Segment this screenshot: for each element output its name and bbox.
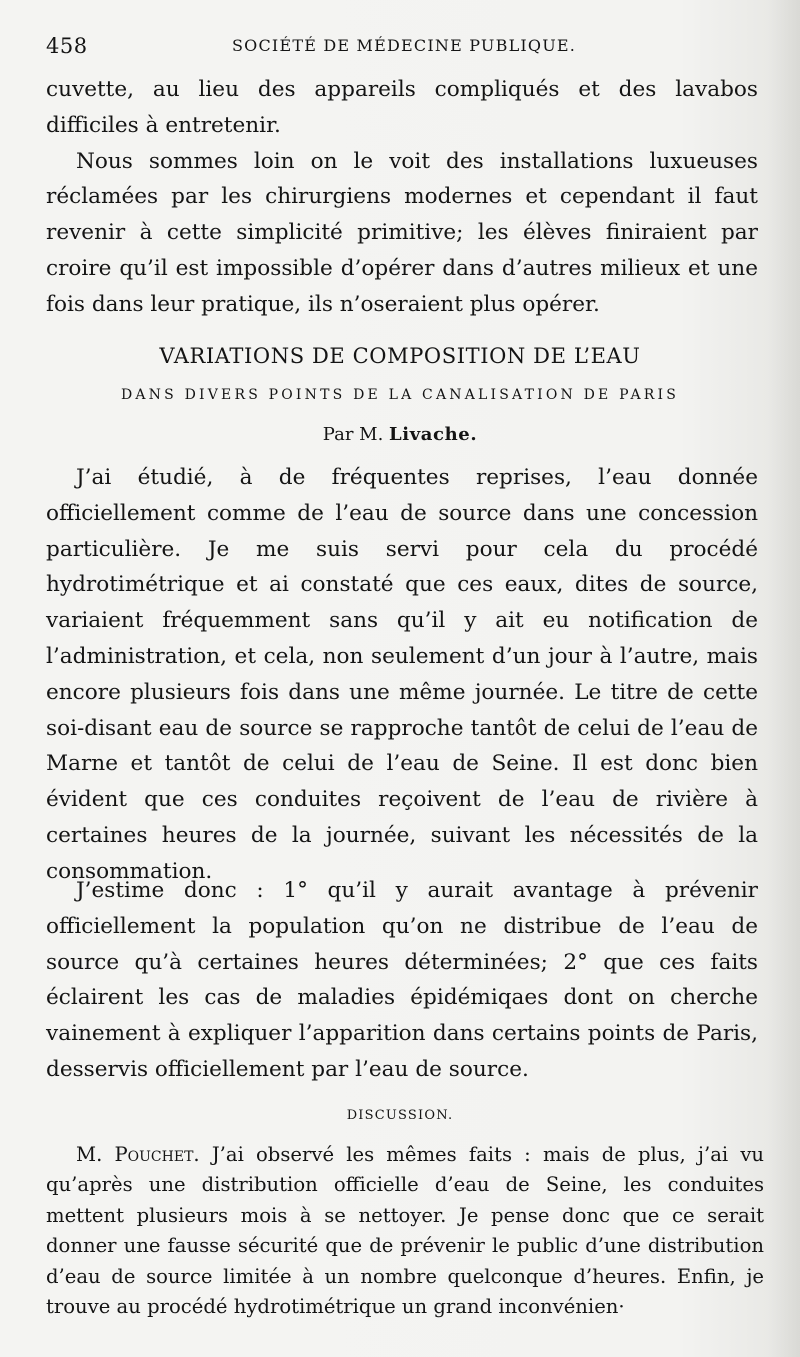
discussion-heading: DISCUSSION.	[346, 1108, 454, 1123]
page-number: 458	[46, 34, 88, 58]
byline-prefix: Par M.	[322, 424, 384, 445]
article-body-continued	[46, 873, 758, 1088]
speaker-name: M. Pouchet.	[76, 1143, 200, 1166]
intro-text	[46, 72, 758, 323]
intro-paragraph: cuvette, au lieu des appareils compliqués et des lavabos difficiles à entretenir.	[46, 77, 758, 138]
discussion-text	[46, 1140, 764, 1322]
author-name: Livache.	[389, 424, 478, 445]
article-subtitle: DANS DIVERS POINTS DE LA CANALISATION DE PARIS	[120, 387, 680, 403]
discussion-statement: J’ai observé les mêmes faits : mais de plus, j’ai vu qu’après une distribution officielle d’eau de Seine, les conduites mettent plusieurs mois à se nettoyer. Je pense donc que ce serait donner une fausse sécurité que de prévenir le public d’une distribution d’eau de source limitée à un nombre quelconque d’heures. Enfin, je trouve au procédé hydrotimétrique un grand inconvénien·	[46, 1143, 765, 1319]
article-body	[46, 460, 758, 890]
page-header	[46, 34, 740, 64]
running-head: SOCIÉTÉ DE MÉDECINE PUBLIQUE.	[232, 36, 577, 55]
article-title: VARIATIONS DE COMPOSITION DE L’EAU	[159, 344, 641, 368]
article-paragraph: J’ai étudié, à de fréquentes reprises, l’eau donnée officiellement comme de l’eau de source dans une concession particulière. Je me suis servi pour cela du procédé hydrotimétrique et ai constaté que ces eaux, dites de source, variaient fréquemment sans qu’il y ait eu notification de l’administration, et cela, non seulement d’un jour à l’autre, mais encore plusieurs fois dans une même journée. Le titre de cette soi-disant eau de source se rapproche tantôt de celui de l’eau de Marne et tantôt de celui de l’eau de Seine. Il est donc bien évident que ces conduites reçoivent de l’eau de rivière à certaines heures de la journée, suivant les nécessités de la consommation.	[46, 465, 758, 884]
article-paragraph: J’estime donc : 1° qu’il y aurait avantage à prévenir officiellement la population qu’on ne distribue de l’eau de source qu’à certaines heures déterminées; 2° que ces faits éclairent les cas de maladies épidémiqaes dont on cherche vainement à expliquer l’apparition dans certains points de Paris, desservis officiellement par l’eau de source.	[46, 878, 758, 1082]
intro-paragraph: Nous sommes loin on le voit des installations luxueuses réclamées par les chirurgiens modernes et cependant il faut revenir à cette simplicité primitive; les élèves finiraient par croire qu’il est impossible d’opérer dans d’autres milieux et une fois dans leur pratique, ils n’oseraient plus opérer.	[46, 148, 758, 317]
article-byline	[0, 424, 800, 445]
discussion-paragraph	[46, 1140, 764, 1322]
